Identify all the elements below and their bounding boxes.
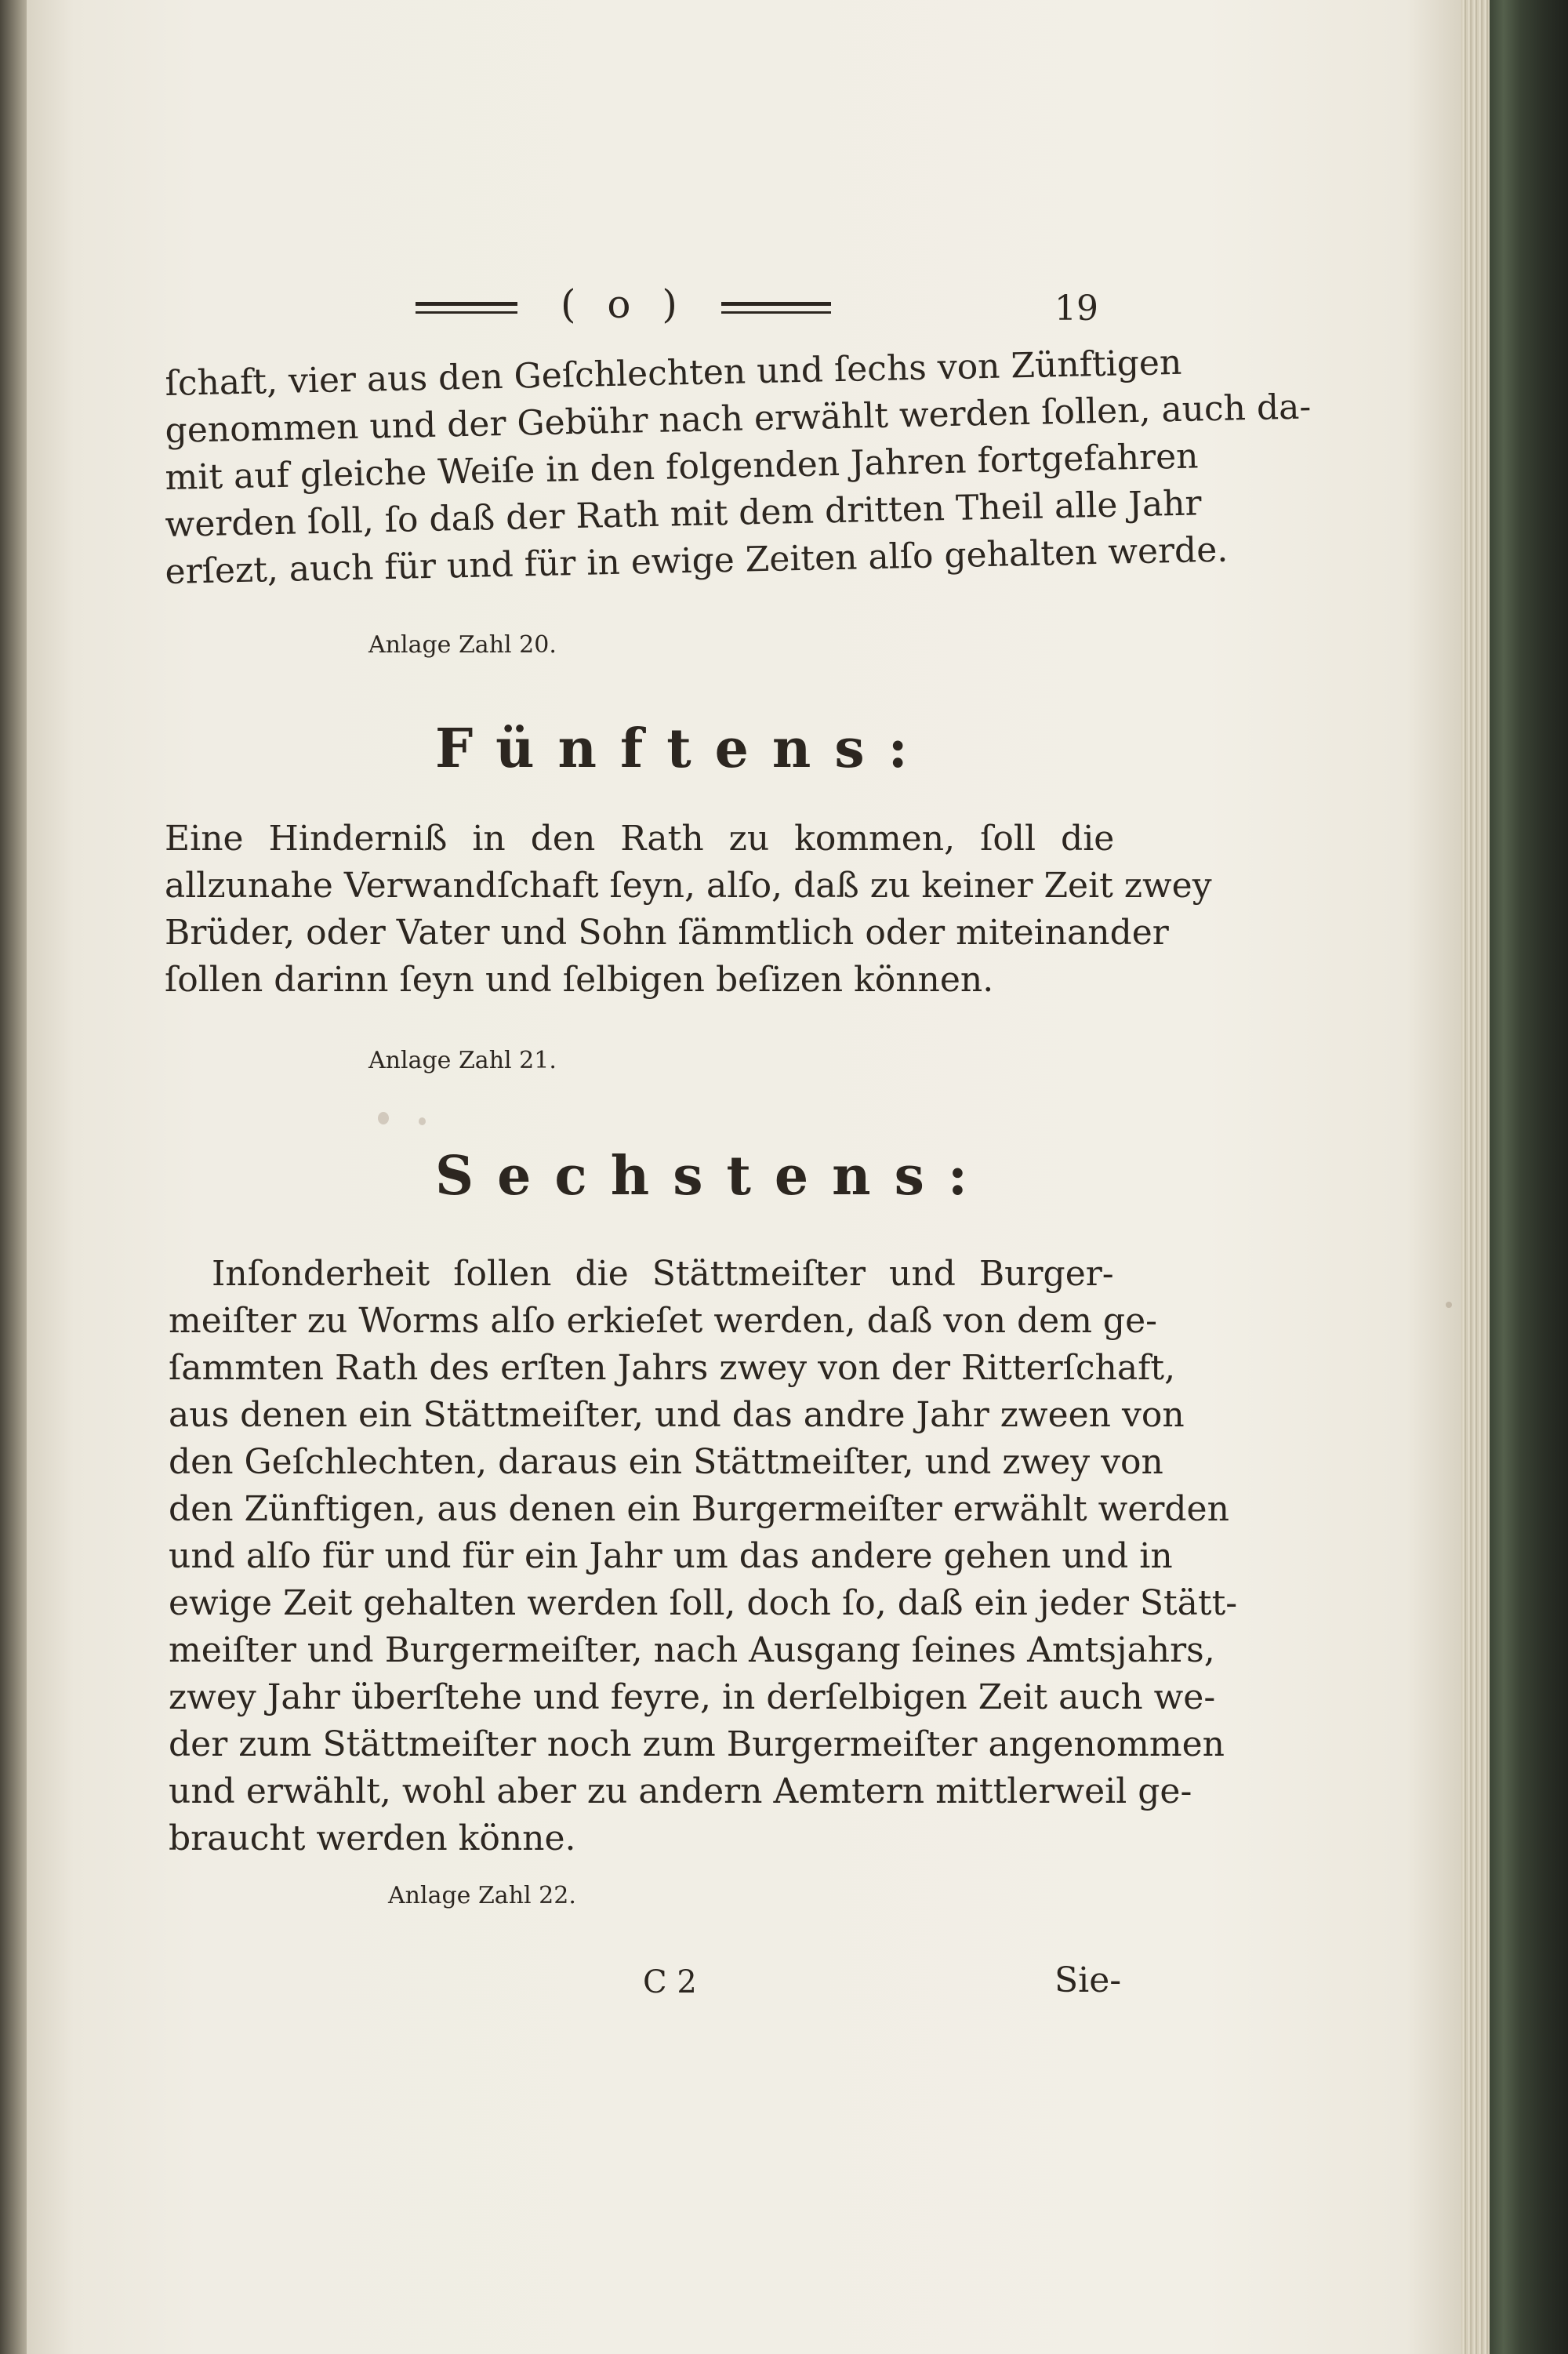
annex-note: Anlage Zahl 22. [388, 1882, 576, 1909]
paragraph-line: Brüder, oder Vater und Sohn ſämmtlich oder miteinander [165, 913, 1169, 953]
paragraph-line: und alſo für und für ein Jahr um das andere gehen und in [169, 1536, 1173, 1576]
foxing-spot [1446, 1302, 1452, 1308]
foxing-spot [419, 1117, 426, 1125]
previous-page-edge [0, 0, 27, 2354]
paragraph-line: meiſter und Burgermeiſter, nach Ausgang ſeines Amtsjahrs, [169, 1630, 1215, 1670]
paragraph-line: allzunahe Verwandſchaft ſeyn, alſo, daß zu keiner Zeit zwey [165, 866, 1212, 906]
section-heading: Sechstens: [435, 1145, 991, 1208]
paragraph-line: und erwählt, wohl aber zu andern Aemtern mittlerweil ge- [169, 1771, 1192, 1811]
running-header [416, 282, 855, 341]
header-rule-right [721, 302, 831, 306]
paragraph-line: zwey Jahr überſtehe und feyre, in derſelbigen Zeit auch we- [169, 1677, 1216, 1717]
book-cover-edge [1490, 0, 1568, 2354]
annex-note: Anlage Zahl 21. [368, 1047, 557, 1074]
annex-note: Anlage Zahl 20. [368, 631, 557, 659]
paragraph-line: Eine Hinderniß in den Rath zu kommen, ſoll die [165, 819, 1115, 859]
page-number: 19 [1054, 289, 1098, 329]
paragraph-line: ewige Zeit gehalten werden ſoll, doch ſo, daß ein jeder Stätt- [169, 1583, 1238, 1623]
paragraph-line: aus denen ein Stättmeiſter, und das andre Jahr zween von [169, 1395, 1185, 1435]
paragraph-line: der zum Stättmeiſter noch zum Burgermeiſter angenommen [169, 1724, 1225, 1764]
paragraph-line: mit auf gleiche Weiſe in den folgenden Jahren fortgefahren [165, 436, 1200, 498]
foxing-spot [378, 1112, 389, 1124]
header-rule-left-thin [416, 311, 517, 314]
header-rule-right-thin [721, 311, 831, 314]
paragraph-line: werden ſoll, ſo daß der Rath mit dem dritten Theil alle Jahr [165, 483, 1203, 545]
page-fore-edge [1461, 0, 1490, 2354]
paragraph-line: den Geſchlechten, daraus ein Stättmeiſter, und zwey von [169, 1442, 1163, 1482]
paragraph-line: ſammten Rath des erſten Jahrs zwey von der Ritterſchaft, [169, 1348, 1176, 1388]
paragraph-line: erſezt, auch für und für in ewige Zeiten alſo gehalten werde. [165, 529, 1229, 592]
header-rule-left [416, 302, 517, 306]
paragraph-line: den Zünftigen, aus denen ein Burgermeiſter erwählt werden [169, 1489, 1229, 1529]
section-heading: Fünftens: [435, 717, 931, 780]
paragraph-line: Inſonderheit ſollen die Stättmeiſter und Burger- [212, 1254, 1114, 1294]
paragraph-line: ſchaft, vier aus den Geſchlechten und ſechs von Zünftigen [165, 342, 1182, 404]
catchword: Sie- [1054, 1960, 1122, 2000]
paragraph-line: ſollen darinn ſeyn und ſelbigen beſizen können. [165, 960, 994, 1000]
paragraph-line: braucht werden könne. [169, 1818, 576, 1858]
printer-signature: C 2 [643, 1964, 697, 2000]
header-mark: ( o ) [561, 282, 687, 327]
paragraph-line: genommen und der Gebühr nach erwählt werden ſollen, auch da- [165, 387, 1312, 451]
paragraph-line: meiſter zu Worms alſo erkieſet werden, daß von dem ge- [169, 1301, 1158, 1341]
